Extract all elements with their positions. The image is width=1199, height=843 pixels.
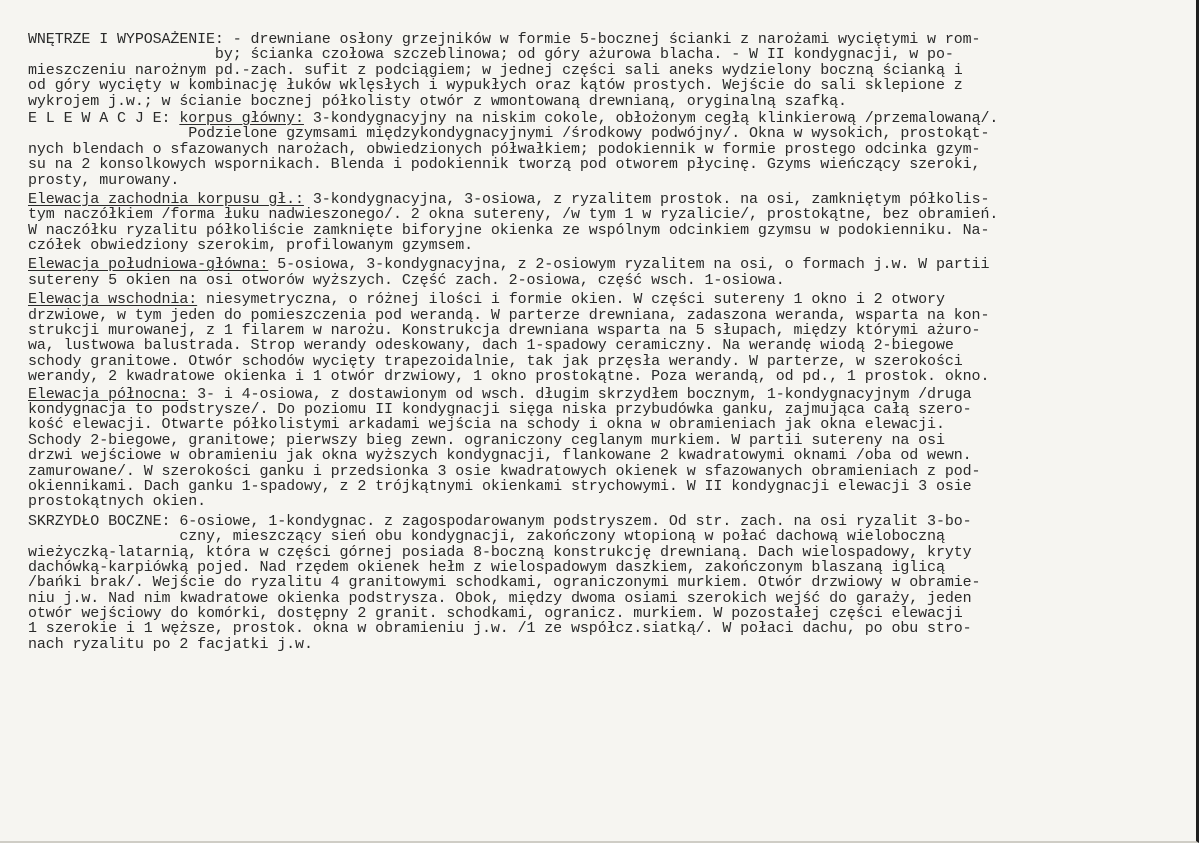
- section-heading: Elewacja zachodnia korpusu gł.:: [28, 190, 304, 208]
- text-line: prosty, murowany.: [28, 171, 180, 189]
- text-line: dachówką-karpiówką pojed. Nad rzędem okienek hełm z wielospadowym daszkiem, zakończonym blaszaną iglicą: [28, 558, 945, 576]
- text-line: E L E W A C J E: korpus główny: 3-kondygnacyjny na niskim cokole, obłożonym cegłą klinkierową /przemalowaną/.: [28, 109, 999, 127]
- section-heading: Elewacja północna:: [28, 385, 189, 403]
- text-line: Podzielone gzymsami międzykondygnacyjnymi /środkowy podwójny/. Okna w wysokich, prostokąt-: [28, 125, 990, 143]
- text-line: czny, mieszczący sień obu kondygnacji, zakończony wtopioną w połać dachową wieloboczną: [28, 528, 945, 546]
- text-line: Elewacja południowa-główna: 5-osiowa, 3-kondygnacyjna, z 2-osiowym ryzalitem na osi, o formach j.w. W partii: [28, 256, 990, 274]
- text-line: W naczółku ryzalitu półkoliście zamknięte biforyjne okienka ze wspólnym odcinkiem gzymsu w podokienniku. Na-: [28, 221, 990, 239]
- section-heading: korpus główny:: [179, 109, 304, 127]
- section-heading: Elewacja południowa-główna:: [28, 256, 269, 274]
- text-line: prostokątnych okien.: [28, 493, 207, 511]
- text-line: okiennikami. Dach ganku 1-spadowy, z 2 trójkątnymi okienkami strychowymi. W II kondygnacji elewacji 3 osie: [28, 477, 972, 495]
- text-line: SKRZYDŁO BOCZNE: 6-osiowe, 1-kondygnac. z zagospodarowanym podstryszem. Od str. zach. na osi ryzalit 3-bo-: [28, 512, 972, 530]
- text-line: WNĘTRZE I WYPOSAŻENIE: - drewniane osłony grzejników w formie 5-bocznej ścianki z narożami wyciętymi w rom-: [28, 31, 981, 48]
- text-line: drzwi wejściowe w obramieniu jak okna wyższych kondygnacji, flankowane 2 kwadratowymi oknami /oba od wewn.: [28, 447, 972, 465]
- text-line: tym naczółkiem /forma łuku nadwieszonego/. 2 okna sutereny, /w tym 1 w ryzalicie/, prostokątne, bez obramień.: [28, 206, 999, 224]
- text-line: kość elewacji. Otwarte półkolistymi arkadami wejścia na schody i okna w obramieniach jak okna elewacji.: [28, 416, 945, 434]
- text-line: od góry wycięty w kombinację łuków wklęsłych i wypukłych oraz kątów prostych. Wejście do sali sklepione z: [28, 77, 963, 95]
- text-line: mieszczeniu narożnym pd.-zach. sufit z podciągiem; w jednej części sali aneks wydzielony boczną ścianką i: [28, 61, 963, 79]
- text-line: 1 szerokie i 1 węższe, prostok. okna w obramieniu j.w. /1 ze współcz.siatką/. W połaci dachu, po obu stro-: [28, 620, 972, 638]
- text-line: wykrojem j.w.; w ścianie bocznej półkolisty otwór z wmontowaną drewnianą, oryginalną szafką.: [28, 92, 847, 110]
- text-line: by; ścianka czołowa szczeblinowa; od góry ażurowa blacha. - W II kondygnacji, w po-: [28, 46, 954, 64]
- text-line: strukcji murowanej, z 1 filarem w narożu. Konstrukcja drewniana wsparta na 5 słupach, między którymi ażuro-: [28, 322, 981, 340]
- text-line: Schody 2-biegowe, granitowe; pierwszy bieg zewn. ograniczony ceglanym murkiem. W partii sutereny na osi: [28, 431, 945, 449]
- text-line: zamurowane/. W szerokości ganku i przedsionka 3 osie kwadratowych okienek w sfazowanych obramieniach z pod-: [28, 462, 981, 480]
- text-line: wieżyczką-latarnią, która w części górnej posiada 8-boczną konstrukcję drewnianą. Dach wielospadowy, kryty: [28, 543, 972, 561]
- typewritten-text: [28, 32, 1156, 652]
- text-line: wa, lustwowa balustrada. Strop werandy odeskowany, dach 1-spadowy ceramiczny. Na werandę wiodą 2-biegowe: [28, 337, 954, 355]
- section-heading: Elewacja wschodnia:: [28, 291, 198, 309]
- text-line: su na 2 konsolkowych wspornikach. Blenda i podokiennik tworzą pod otworem płycinę. Gzyms wieńczący szeroki,: [28, 156, 981, 174]
- text-line: nach ryzalitu po 2 facjatki j.w.: [28, 635, 313, 653]
- text-line: Elewacja wschodnia: niesymetryczna, o różnej ilości i formie okien. W części sutereny 1 okno i 2 otwory: [28, 291, 945, 309]
- text-line: czółek obwiedziony szerokim, profilowanym gzymsem.: [28, 237, 474, 255]
- text-line: Elewacja zachodnia korpusu gł.: 3-kondygnacyjna, 3-osiowa, z ryzalitem prostok. na osi, zamkniętym półkolis-: [28, 190, 990, 208]
- text-line: /bańki brak/. Wejście do ryzalitu 4 granitowymi schodkami, ograniczonymi murkiem. Otwór drzwiowy w obramie-: [28, 574, 981, 592]
- text-line: sutereny 5 okien na osi otworów wyższych. Część zach. 2-osiowa, część wsch. 1-osiowa.: [28, 271, 785, 289]
- text-line: otwór wejściowy do komórki, dostępny 2 granit. schodkami, ogranicz. murkiem. W pozostałej części elewacji: [28, 605, 963, 623]
- text-line: werandy, 2 kwadratowe okienka i 1 otwór drzwiowy, 1 okno prostokątne. Poza werandą, od pd., 1 prostok. okno.: [28, 368, 990, 386]
- text-line: Elewacja północna: 3- i 4-osiowa, z dostawionym od wsch. długim skrzydłem bocznym, 1-kondygnacyjnym /druga: [28, 385, 972, 403]
- text-line: kondygnacja to podstrysze/. Do poziomu II kondygnacji sięga niska przybudówka ganku, zajmująca całą szero-: [28, 400, 972, 418]
- text-line: schody granitowe. Otwór schodów wycięty trapezoidalnie, tak jak przęsła werandy. W parterze, w szerokości: [28, 352, 963, 370]
- text-line: drzwiowe, w tym jeden do pomieszczenia pod werandą. W parterze drewniana, zadaszona weranda, wsparta na kon-: [28, 306, 990, 324]
- text-line: niu j.w. Nad nim kwadratowe okienka podstrysza. Obok, między dwoma osiami szerokich wejść do garaży, jeden: [28, 589, 972, 607]
- text-line: nych blendach o sfazowanych narożach, obwiedzionych półwałkiem; podokiennik w formie prostego odcinka gzym-: [28, 140, 981, 158]
